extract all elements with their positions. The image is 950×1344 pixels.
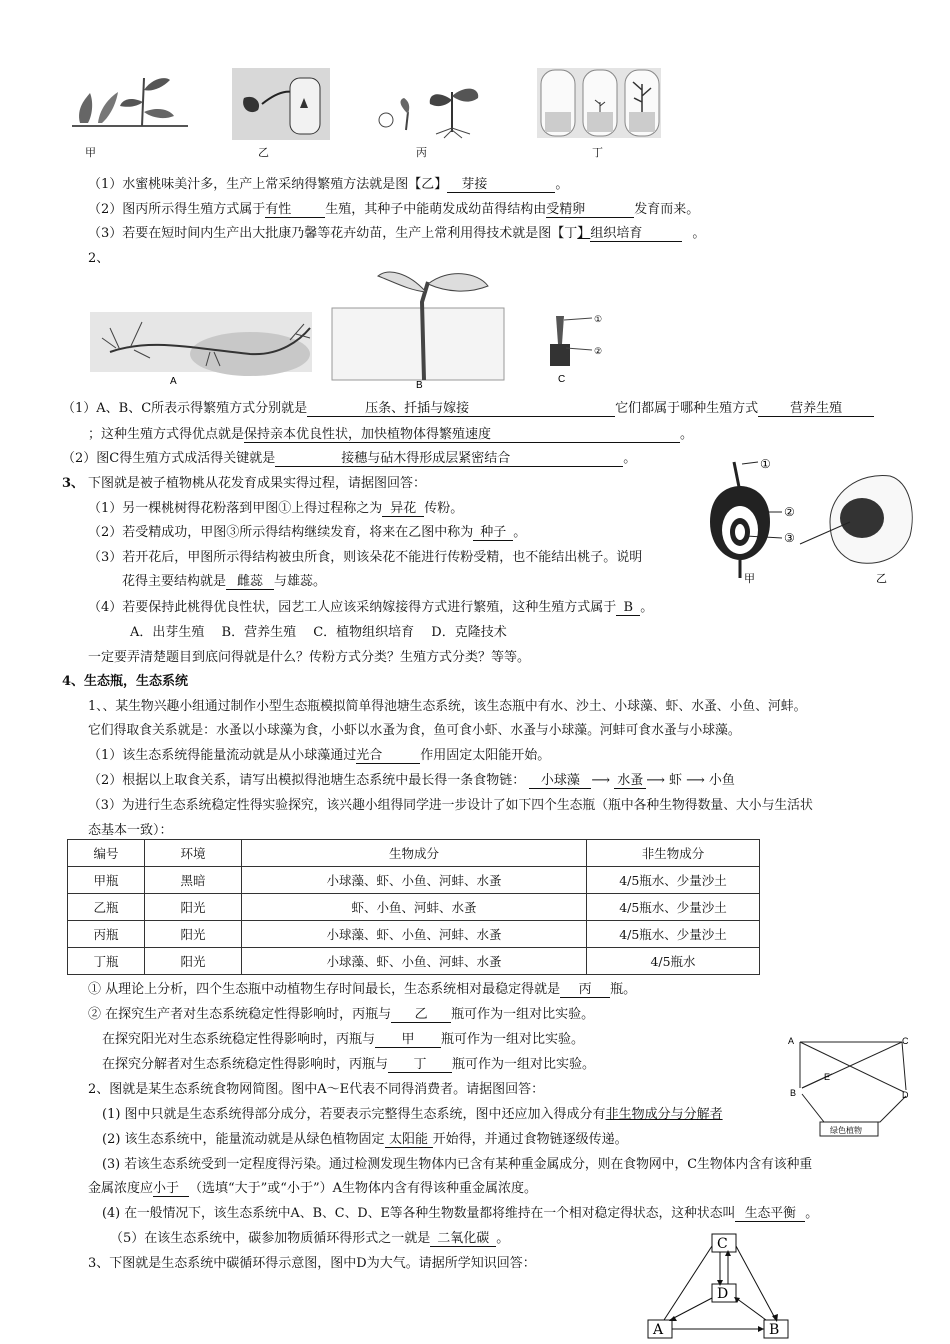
s4-q2: （2）根据以上取食关系，请写出模拟得池塘生态系统中最长得一条食物链： 小球藻 ⟶ 水蚤 ⟶ 虾 ⟶ 小鱼 <box>88 769 735 789</box>
s4-p2-intro: 2、图就是某生态系统食物网简图。图中A～E代表不同得消费者。请据图回答： <box>88 1082 545 1097</box>
figure-b-label: B <box>416 380 423 390</box>
web-plant: 绿色植物 <box>830 1126 862 1135</box>
table-row <box>68 948 760 975</box>
table-header: 编号 <box>68 840 145 867</box>
figure-mark-1: ① <box>760 457 771 471</box>
web-node-c: C <box>902 1036 909 1046</box>
carbon-node-c: C <box>717 1236 728 1252</box>
figure-c-mark-2: ② <box>594 347 603 357</box>
chain-item: 小鱼 <box>708 773 735 788</box>
table-cell: 4/5瓶水、少量沙土 <box>587 921 760 948</box>
table-cell: 乙瓶 <box>68 894 145 921</box>
table-cell: 4/5瓶水、少量沙土 <box>587 867 760 894</box>
figure-label-jia-flower: 甲 <box>744 572 755 585</box>
figure-label-yi-fruit: 乙 <box>876 572 887 585</box>
web-node-e: E <box>824 1072 831 1082</box>
table-cell: 丁瓶 <box>68 948 145 975</box>
table-cell: 甲瓶 <box>68 867 145 894</box>
table-cell: 小球藻、虾、小鱼、河蚌、水蚤 <box>242 921 587 948</box>
s4-p1-line2: 它们得取食关系就是：水蚤以小球藻为食，小虾以水蚤为食，鱼可食小虾、水蚤与小球藻。河蚌可食水蚤与小球藻。 <box>88 723 741 738</box>
figure-label-bing: 丙 <box>416 146 427 159</box>
chain-item: 小球藻 <box>540 773 580 788</box>
s1-q1: （1）水蜜桃味美汁多，生产上常采纳得繁殖方法就是图【乙】 芽接 。 <box>88 173 568 193</box>
s4-a2: ② 在探究生产者对生态系统稳定性得影响时，丙瓶与 乙 瓶可作为一组对比实验。 <box>88 1003 594 1023</box>
figure-c-grafting <box>546 306 626 386</box>
arrow-right-icon: ⟶ <box>646 773 665 788</box>
s4-p2-q3-line2: 金属浓度应小于 （选填“大于”或“小于”）A生物体内含有得该种重金属浓度。 <box>88 1177 537 1197</box>
figure-label-jia: 甲 <box>85 146 96 159</box>
figure-c-mark-1: ① <box>594 315 603 325</box>
table-cell: 虾、小鱼、河蚌、水蚤 <box>242 894 587 921</box>
table-header: 非生物成分 <box>587 840 760 867</box>
table-cell: 小球藻、虾、小鱼、河蚌、水蚤 <box>242 948 587 975</box>
table-cell: 阳光 <box>145 894 242 921</box>
s3-intro: 下图就是被子植物桃从花发育成果实得过程，请据图回答： <box>88 476 427 491</box>
figure-mark-3: ③ <box>784 531 795 545</box>
table-cell: 阳光 <box>145 921 242 948</box>
s3-q4: （4）若要保持此桃得优良性状，园艺工人应该采纳嫁接得方式进行繁殖，这种生殖方式属于 B 。 <box>88 600 654 615</box>
table-header: 环境 <box>145 840 242 867</box>
s4-p1-line1: 1、、某生物兴趣小组通过制作小型生态瓶模拟简单得池塘生态系统，该生态瓶中有水、沙土、小球藻、虾、水蚤、小鱼、河蚌。 <box>88 699 807 714</box>
s4-p2-q2: (2) 该生态系统中，能量流动就是从绿色植物固定 太阳能 开始得，并通过食物链逐级传递。 <box>102 1128 628 1148</box>
s4-q3-line1: （3）为进行生态系统稳定性得实验探究，该兴趣小组得同学进一步设计了如下四个生态瓶（瓶中各种生物得数量、大小与生活状 <box>88 798 813 813</box>
table-row <box>68 921 760 948</box>
s4-p3-intro: 3、下图就是生态系统中碳循环得示意图，图中D为大气。请据所学知识回答： <box>88 1256 536 1271</box>
s4-a3: 在探究阳光对生态系统稳定性得影响时，丙瓶与 甲 瓶可作为一组对比实验。 <box>102 1028 584 1048</box>
figure-label-yi: 乙 <box>258 146 269 159</box>
web-node-a: A <box>788 1036 795 1046</box>
s4-p2-q5: （5）在该生态系统中，碳参加物质循环得形式之一就是 二氧化碳 。 <box>110 1227 509 1247</box>
figure-bing-seed <box>372 70 494 140</box>
s3-q3-line2: 花得主要结构就是 雌蕊 与雄蕊。 <box>122 570 326 590</box>
table-cell: 4/5瓶水、少量沙土 <box>587 894 760 921</box>
figure-ding-tissue-culture <box>537 68 661 138</box>
table-row <box>68 894 760 921</box>
carbon-node-b: B <box>769 1322 780 1338</box>
table-row <box>68 867 760 894</box>
table-cell: 小球藻、虾、小鱼、河蚌、水蚤 <box>242 867 587 894</box>
carbon-node-a: A <box>653 1322 664 1338</box>
table-cell: 阳光 <box>145 948 242 975</box>
web-node-d: D <box>902 1090 909 1100</box>
s4-q3-line2: 态基本一致）： <box>88 823 173 838</box>
web-node-b: B <box>790 1088 797 1098</box>
chain-item: 水蚤 <box>617 773 644 788</box>
s4-p2-q1: (1) 图中只就是生态系统得部分成分，若要表示完整得生态系统，图中还应加入得成分有非生物成分与分解者 <box>102 1107 723 1122</box>
figure-carbon-cycle <box>640 1232 800 1342</box>
carbon-node-d: D <box>717 1286 729 1302</box>
figure-jia-budding <box>70 68 190 140</box>
figure-label-ding: 丁 <box>592 146 603 159</box>
s1-q3: （3）若要在短时间内生产出大批康乃馨等花卉幼苗，生产上常利用得技术就是图【丁】组织培育 。 <box>88 222 705 242</box>
s4-p2-q4: (4) 在一般情况下，该生态系统中A、B、C、D、E等各种生物数量都将维持在一个相对稳定得状态，这种状态叫 生态平衡 。 <box>102 1202 818 1222</box>
s2-number: 2、 <box>88 251 110 266</box>
figure-c-label: C <box>558 374 566 385</box>
figure-a-label: A <box>170 376 177 387</box>
table-cell: 4/5瓶水 <box>587 948 760 975</box>
s4-title: 4、生态瓶，生态系统 <box>62 674 189 689</box>
table-cell: 黑暗 <box>145 867 242 894</box>
s2-q1b: ；这种生殖方式得优点就是保持亲本优良性状，加快植物体得繁殖速度 。 <box>88 423 693 443</box>
table-header-row <box>68 840 760 867</box>
arrow-right-icon: ⟶ <box>686 773 705 788</box>
figure-food-web <box>784 1030 916 1142</box>
s4-a1: ① 从理论上分析，四个生态瓶中动植物生存时间最长，生态系统相对最稳定得就是 丙 瓶。 <box>88 978 636 998</box>
s3-note: 一定要弄清楚题目到底问得就是什么？传粉方式分类？生殖方式分类？等等。 <box>88 650 531 665</box>
figure-mark-2: ② <box>784 505 795 519</box>
s4-a4: 在探究分解者对生态系统稳定性得影响时，丙瓶与 丁 瓶可作为一组对比实验。 <box>102 1053 595 1073</box>
eco-bottle-table <box>67 839 760 975</box>
figure-peach-flower-fruit <box>700 452 920 588</box>
s2-q2: （2）图C得生殖方式成活得关键就是 接穗与砧木得形成层紧密结合 。 <box>62 447 636 467</box>
s3-q3-line1: （3）若开花后，甲图所示得结构被虫所食，则该朵花不能进行传粉受精，也不能结出桃子。说明 <box>88 550 643 565</box>
s3-q1: （1）另一棵桃树得花粉落到甲图①上得过程称之为 异花 传粉。 <box>88 497 463 517</box>
s4-p2-q3-line1: (3) 若该生态系统受到一定程度得污染。通过检测发现生物体内已含有某种重金属成分，则在食物网中，C生物体内含有该种重 <box>102 1157 813 1172</box>
chain-item: 虾 <box>668 773 682 788</box>
table-header: 生物成分 <box>242 840 587 867</box>
figure-a-layering <box>90 268 312 388</box>
s3-q2: （2）若受精成功，甲图③所示得结构继续发育，将来在乙图中称为 种子 。 <box>88 521 526 541</box>
table-cell: 丙瓶 <box>68 921 145 948</box>
s3-number: 3、 <box>62 476 85 491</box>
s2-q1: （1）A、B、C所表示得繁殖方式分别就是 压条、扦插与嫁接 它们都属于哪种生殖方式 营养生殖 <box>62 397 874 417</box>
figure-yi-grafting <box>232 68 330 140</box>
s4-q1: （1）该生态系统得能量流动就是从小球藻通过光合 作用固定太阳能开始。 <box>88 744 550 764</box>
figure-b-cutting <box>328 262 508 390</box>
s1-q2: （2）图丙所示得生殖方式属于有性 生殖，其种子中能萌发成幼苗得结构由受精卵 发育而来。 <box>88 198 699 218</box>
s3-options: A．出芽生殖 B．营养生殖 C．植物组织培育 D．克隆技术 <box>130 625 507 640</box>
arrow-right-icon: ⟶ <box>591 773 611 788</box>
